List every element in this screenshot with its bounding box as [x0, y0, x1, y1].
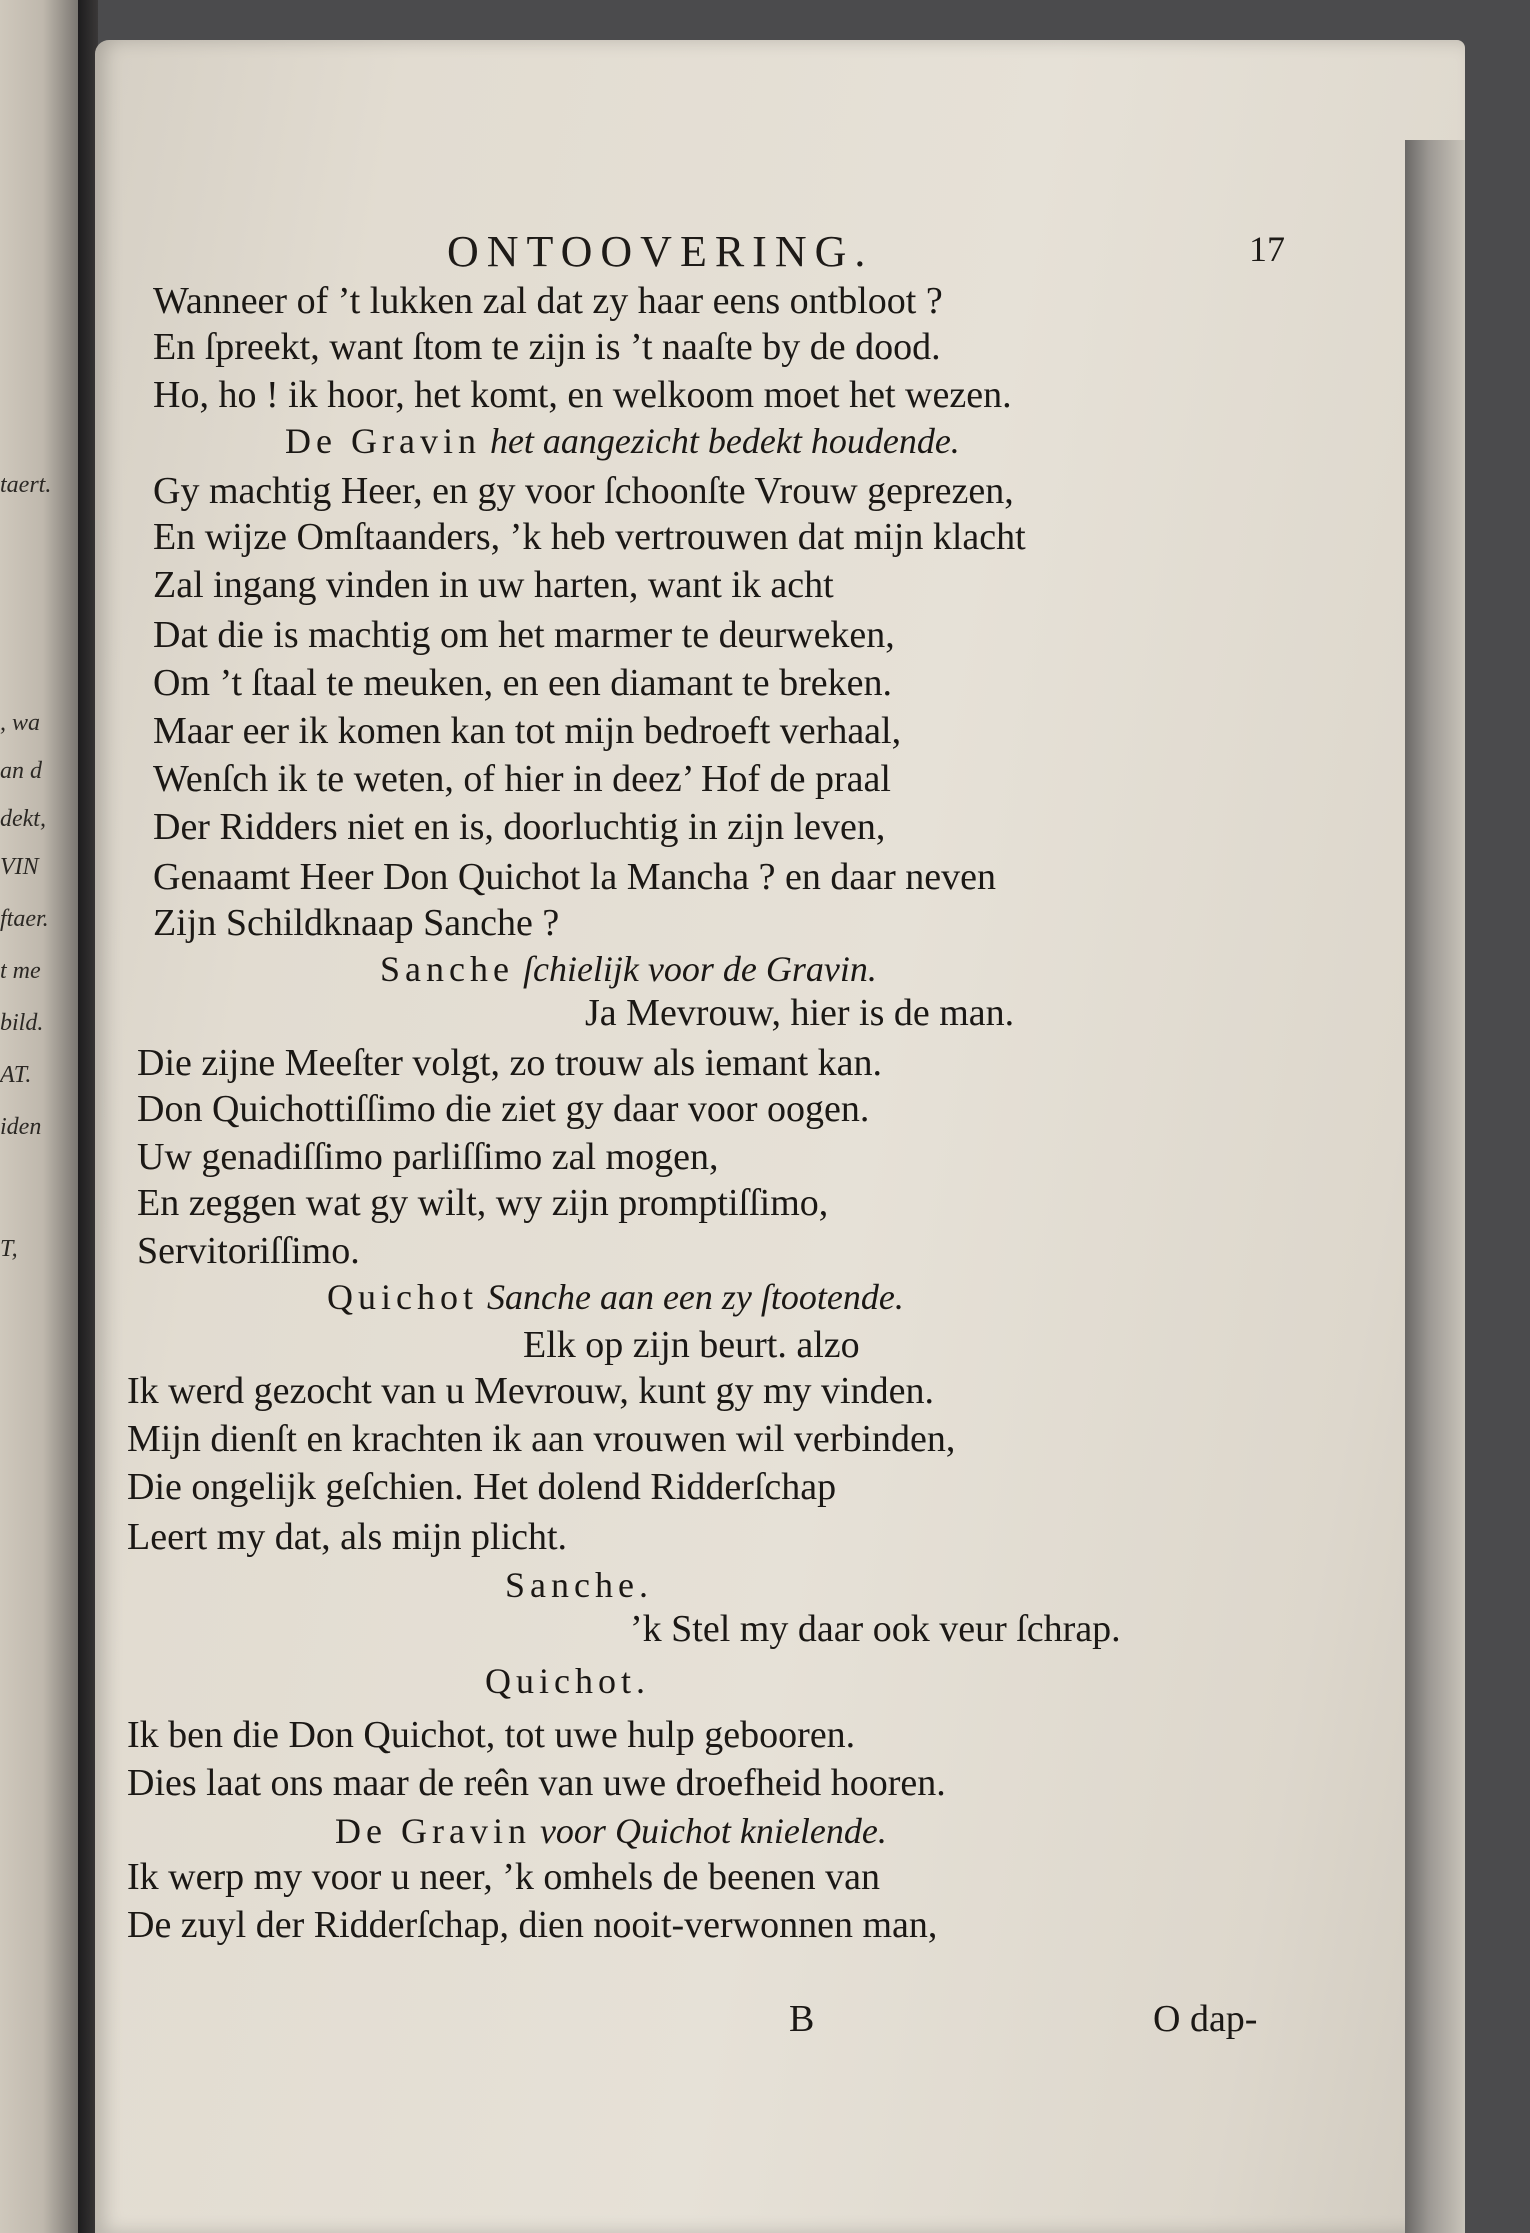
verse-line: Die ongelijk geſchien. Het dolend Ridderſchap: [127, 1466, 837, 1508]
speaker-name: De Gravin: [285, 421, 481, 461]
verse-line: Uw genadiſſimo parliſſimo zal mogen,: [137, 1136, 719, 1178]
margin-fragment: taert.: [0, 472, 52, 498]
verse-line: ’k Stel my daar ook veur ſchrap.: [630, 1608, 1121, 1650]
speaker-name: Sanche.: [505, 1565, 653, 1605]
speaker-heading: [327, 1274, 904, 1320]
verse-line: Zijn Schildknaap Sanche ?: [153, 902, 560, 944]
verse-line: En wijze Omſtaanders, ’k heb vertrouwen dat mijn klacht: [153, 516, 1026, 558]
margin-fragment: iden: [0, 1114, 42, 1140]
margin-fragment: ftaer.: [0, 906, 49, 932]
speaker-heading: [285, 418, 960, 464]
verse-line: Maar eer ik komen kan tot mijn bedroeft verhaal,: [153, 710, 902, 752]
margin-fragment: , wa: [0, 710, 41, 736]
margin-fragment: t me: [0, 958, 41, 984]
verse-line: Mijn dienſt en krachten ik aan vrouwen wil verbinden,: [127, 1418, 956, 1460]
verse-line: Genaamt Heer Don Quichot la Mancha ? en daar neven: [153, 856, 997, 898]
verse-line: Ik werd gezocht van u Mevrouw, kunt gy my vinden.: [127, 1370, 934, 1412]
verse-line: Dies laat ons maar de reên van uwe droefheid hooren.: [127, 1762, 946, 1804]
page-edge-shadow: [1405, 140, 1465, 2233]
running-head: ONTOOVERING.: [447, 227, 874, 276]
verse-line: Leert my dat, als mijn plicht.: [127, 1516, 568, 1558]
verse-line: En zeggen wat gy wilt, wy zijn promptiſſimo,: [137, 1182, 829, 1224]
speaker-name: Sanche: [380, 949, 514, 989]
speaker-heading: [335, 1808, 887, 1854]
verse-line: Ho, ho ! ik hoor, het komt, en welkoom moet het wezen.: [153, 374, 1012, 416]
verse-line: Wanneer of ’t lukken zal dat zy haar eens ontbloot ?: [153, 280, 943, 322]
book-page: [95, 40, 1465, 2233]
verse-line: Servitoriſſimo.: [137, 1230, 360, 1272]
margin-fragment: AT.: [0, 1062, 32, 1088]
verse-line: De zuyl der Ridderſchap, dien nooit-verwonnen man,: [127, 1904, 938, 1946]
speaker-heading: [380, 946, 877, 992]
speaker-heading: [505, 1562, 653, 1608]
stage-direction: het aangezicht bedekt houdende.: [489, 421, 960, 461]
stage-direction: ſchielijk voor de Gravin.: [522, 949, 877, 989]
signature-mark: B: [789, 1998, 815, 2040]
margin-fragment: bild.: [0, 1010, 44, 1036]
stage-direction: Sanche aan een zy ſtootende.: [486, 1277, 904, 1317]
verse-line: Ik werp my voor u neer, ’k omhels de beenen van: [127, 1856, 880, 1898]
margin-fragment: VIN: [0, 854, 39, 880]
verse-line: Don Quichottiſſimo die ziet gy daar voor oogen.: [137, 1088, 870, 1130]
verse-line: Ja Mevrouw, hier is de man.: [585, 992, 1015, 1034]
page-number: 17: [1249, 229, 1285, 269]
verse-line: Ik ben die Don Quichot, tot uwe hulp gebooren.: [127, 1714, 856, 1756]
margin-fragment: an d: [0, 758, 42, 784]
verse-line: Elk op zijn beurt. alzo: [523, 1324, 860, 1366]
catchword: O dap-: [1153, 1998, 1258, 2040]
speaker-name: Quichot: [327, 1277, 478, 1317]
margin-fragment: dekt,: [0, 806, 46, 832]
previous-page-edge: [0, 0, 78, 2233]
verse-line: Dat die is machtig om het marmer te deurweken,: [153, 614, 895, 656]
speaker-name: Quichot.: [485, 1661, 650, 1701]
speaker-heading: [485, 1658, 650, 1704]
verse-line: Der Ridders niet en is, doorluchtig in zijn leven,: [153, 806, 886, 848]
verse-line: Zal ingang vinden in uw harten, want ik acht: [153, 564, 834, 606]
verse-line: Om ’t ſtaal te meuken, en een diamant te breken.: [153, 662, 892, 704]
verse-line: Gy machtig Heer, en gy voor ſchoonſte Vrouw geprezen,: [153, 470, 1014, 512]
margin-fragment: T,: [0, 1236, 18, 1262]
stage-direction: voor Quichot knielende.: [539, 1811, 887, 1851]
verse-line: Die zijne Meeſter volgt, zo trouw als iemant kan.: [137, 1042, 882, 1084]
verse-line: En ſpreekt, want ſtom te zijn is ’t naaſte by de dood.: [153, 326, 941, 368]
speaker-name: De Gravin: [335, 1811, 531, 1851]
verse-line: Wenſch ik te weten, of hier in deez’ Hof de praal: [153, 758, 891, 800]
